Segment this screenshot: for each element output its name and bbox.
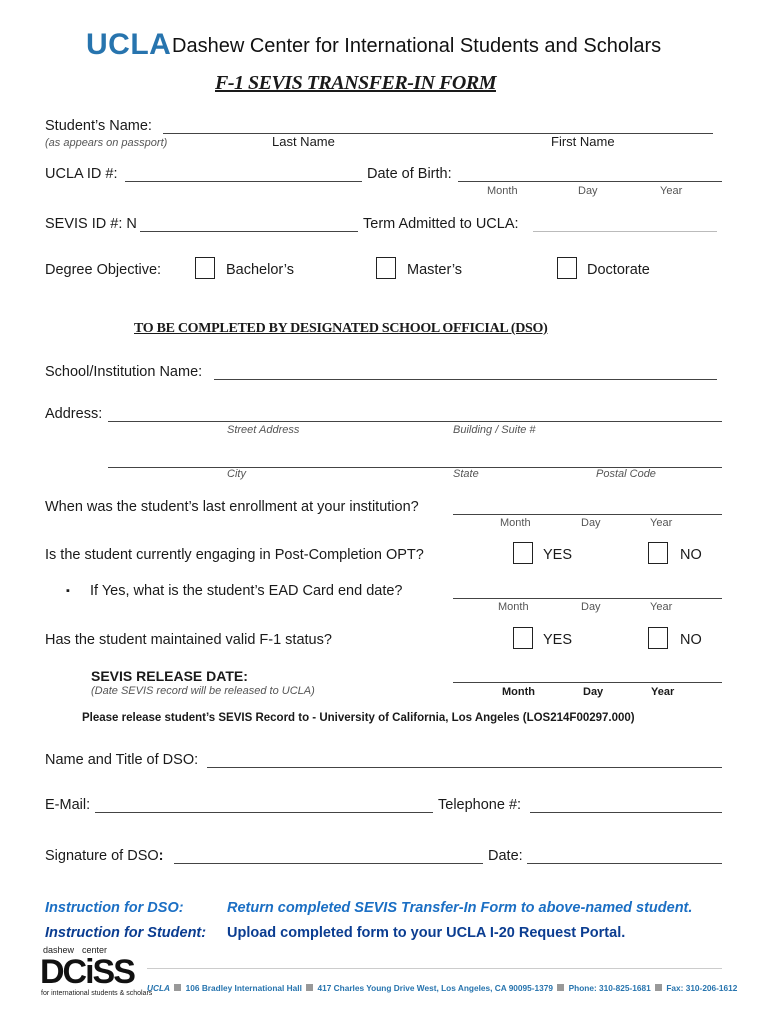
student-instruction-label: Instruction for Student:	[45, 925, 207, 941]
form-title: F-1 SEVIS TRANSFER-IN FORM	[215, 72, 496, 94]
term-label: Term Admitted to UCLA:	[363, 216, 519, 232]
footer-fax: Fax: 310-206-1612	[666, 983, 738, 993]
email-line[interactable]	[95, 812, 433, 813]
footer-separator-2	[306, 984, 313, 991]
dso-name-title-label: Name and Title of DSO:	[45, 752, 199, 768]
masters-label: Master’s	[407, 262, 463, 278]
ead-date-line[interactable]	[453, 598, 722, 599]
ucla-id-line[interactable]	[125, 181, 362, 182]
ead-year: Year	[650, 601, 673, 613]
bachelors-checkbox[interactable]	[195, 257, 215, 279]
address-label: Address:	[45, 406, 103, 422]
building-caption: Building / Suite #	[453, 424, 536, 436]
release-date-label: SEVIS RELEASE DATE:	[91, 668, 248, 684]
sevis-id-line[interactable]	[140, 231, 358, 232]
dob-label: Date of Birth:	[367, 166, 452, 182]
student-name-label: Student’s Name:	[45, 118, 152, 134]
opt-question: Is the student currently engaging in Post-Completion OPT?	[45, 547, 424, 563]
date-line[interactable]	[527, 863, 722, 864]
release-month: Month	[502, 686, 535, 698]
logo-dciss: DCiSS	[40, 953, 134, 991]
status-no-checkbox[interactable]	[648, 627, 668, 649]
ead-bullet: ▪	[66, 585, 70, 597]
release-date-line[interactable]	[453, 682, 722, 683]
term-line[interactable]	[533, 231, 717, 232]
student-name-line[interactable]	[163, 133, 713, 134]
dso-instruction-text: Return completed SEVIS Transfer-In Form to above-named student.	[227, 900, 693, 916]
enrollment-date-line[interactable]	[453, 514, 722, 515]
dso-name-title-line[interactable]	[207, 767, 722, 768]
release-instruction: Please release student’s SEVIS Record to - University of California, Los Angeles (LOS214F00297.000)	[82, 712, 635, 724]
doctorate-checkbox[interactable]	[557, 257, 577, 279]
city-caption: City	[227, 468, 246, 480]
degree-label: Degree Objective:	[45, 262, 162, 278]
signature-line[interactable]	[174, 863, 483, 864]
bachelors-label: Bachelor’s	[226, 262, 294, 278]
dob-line[interactable]	[458, 181, 722, 182]
ucla-logo: UCLA	[86, 28, 172, 61]
postal-caption: Postal Code	[596, 468, 656, 480]
footer-separator-4	[655, 984, 662, 991]
dob-day: Day	[578, 185, 598, 197]
release-day: Day	[583, 686, 604, 698]
masters-checkbox[interactable]	[376, 257, 396, 279]
footer-separator-3	[557, 984, 564, 991]
footer-divider	[147, 968, 722, 969]
sevis-id-label: SEVIS ID #: N	[45, 216, 137, 232]
dso-instruction-label: Instruction for DSO:	[45, 900, 184, 916]
passport-note: (as appears on passport)	[45, 137, 168, 149]
enrollment-day: Day	[581, 517, 601, 529]
street-caption: Street Address	[227, 424, 300, 436]
school-name-line[interactable]	[214, 379, 717, 380]
footer-ucla: UCLA	[147, 983, 171, 993]
email-label: E-Mail:	[45, 797, 91, 813]
first-name-caption: First Name	[551, 134, 615, 149]
footer-address	[147, 983, 737, 993]
signature-colon: :	[158, 848, 164, 864]
ead-day: Day	[581, 601, 601, 613]
release-year: Year	[651, 686, 675, 698]
footer-street: 417 Charles Young Drive West, Los Angeles, CA 90095-1379	[317, 983, 553, 993]
status-yes-label: YES	[543, 632, 573, 648]
ead-month: Month	[498, 601, 529, 613]
phone-label: Telephone #:	[438, 797, 522, 813]
enrollment-year: Year	[650, 517, 673, 529]
signature-label-text: Signature of DSO	[45, 848, 159, 864]
ead-question: If Yes, what is the student’s EAD Card end date?	[90, 583, 403, 599]
student-instruction-text: Upload completed form to your UCLA I-20 Request Portal.	[227, 925, 626, 941]
ucla-id-label: UCLA ID #:	[45, 166, 118, 182]
signature-label	[45, 848, 164, 864]
opt-no-label: NO	[680, 547, 702, 563]
dciss-logo	[40, 945, 153, 1000]
school-name-label: School/Institution Name:	[45, 364, 203, 380]
footer-hall: 106 Bradley International Hall	[185, 983, 302, 993]
dob-month: Month	[487, 185, 518, 197]
footer-phone: Phone: 310-825-1681	[568, 983, 651, 993]
footer-separator-1	[174, 984, 181, 991]
status-yes-checkbox[interactable]	[513, 627, 533, 649]
center-name: Dashew Center for International Students and Scholars	[172, 35, 662, 57]
opt-yes-checkbox[interactable]	[513, 542, 533, 564]
logo-tagline: for international students & scholars	[41, 990, 153, 997]
status-question: Has the student maintained valid F-1 status?	[45, 632, 332, 648]
enrollment-month: Month	[500, 517, 531, 529]
last-name-caption: Last Name	[272, 134, 335, 149]
opt-no-checkbox[interactable]	[648, 542, 668, 564]
opt-yes-label: YES	[543, 547, 573, 563]
logo-dashew: dashew	[43, 945, 75, 955]
logo-center: center	[82, 945, 108, 955]
dob-year: Year	[660, 185, 683, 197]
phone-line[interactable]	[530, 812, 722, 813]
status-no-label: NO	[680, 632, 702, 648]
state-caption: State	[453, 468, 479, 480]
enrollment-question: When was the student’s last enrollment at your institution?	[45, 499, 419, 515]
address-line-1[interactable]	[108, 421, 722, 422]
release-date-note: (Date SEVIS record will be released to UCLA)	[91, 685, 315, 697]
date-label: Date:	[488, 848, 523, 864]
dso-section-title: TO BE COMPLETED BY DESIGNATED SCHOOL OFFICIAL (DSO)	[134, 321, 548, 336]
doctorate-label: Doctorate	[587, 262, 650, 278]
